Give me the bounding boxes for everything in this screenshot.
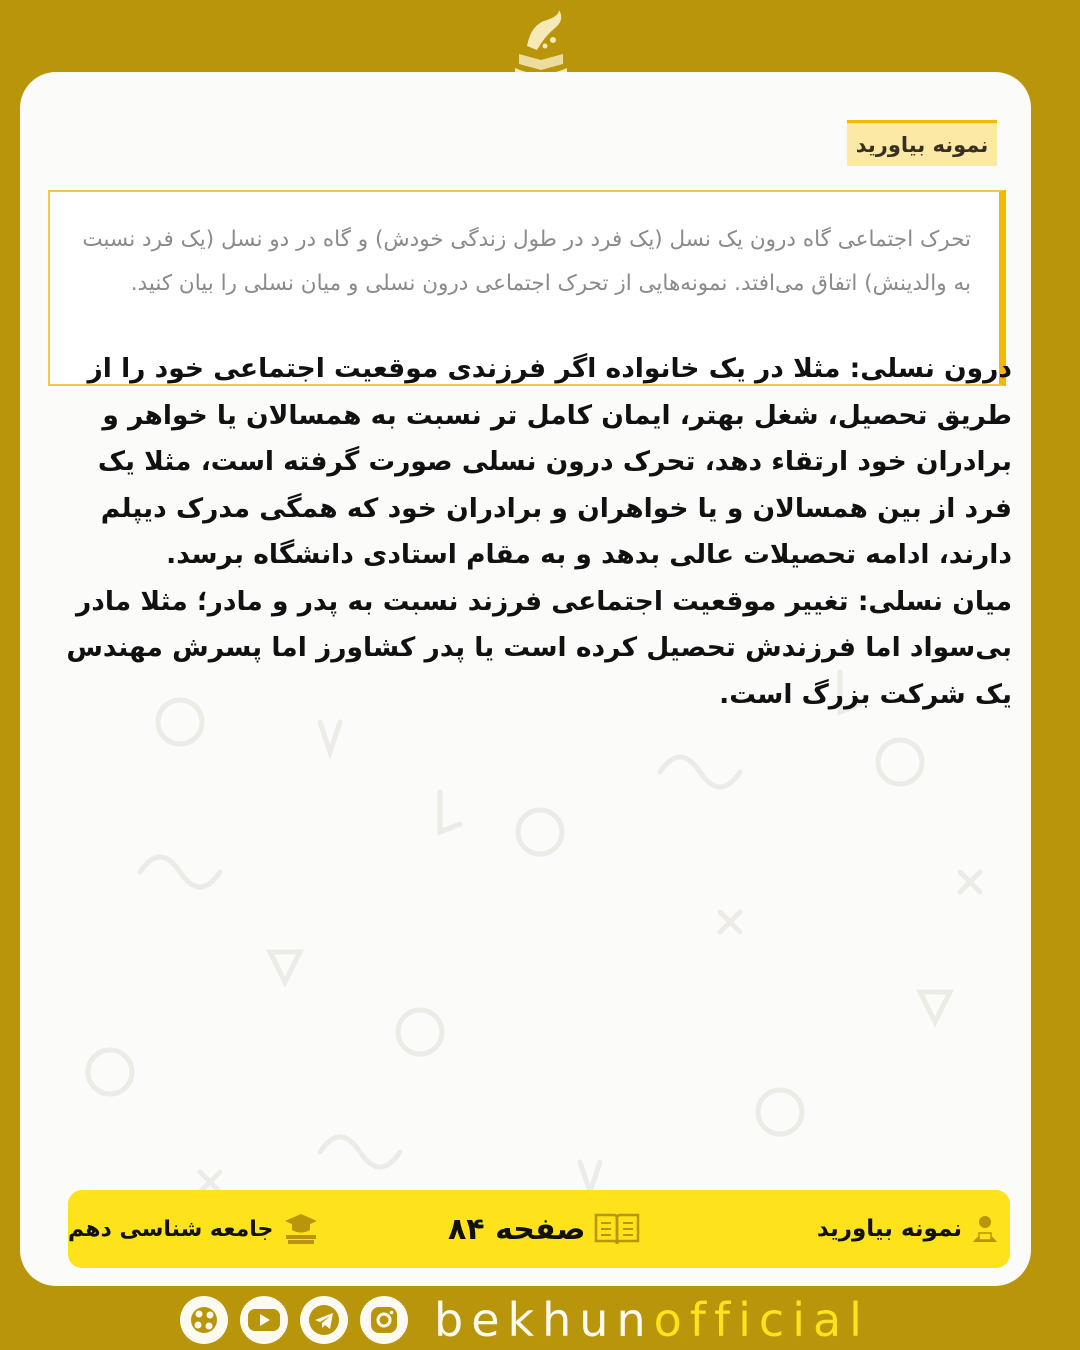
footer-subject-label: جامعه شناسی دهم [68,1216,274,1242]
youtube-icon[interactable] [240,1296,288,1344]
handle-part-b: official [653,1293,870,1347]
footer-section-label: نمونه بیاورید [816,1216,962,1242]
telegram-icon[interactable] [300,1296,348,1344]
open-book-icon [593,1211,641,1247]
graduation-books-icon [281,1211,321,1247]
footer-page [448,1190,641,1268]
content-card [20,72,1031,1286]
footer-subject [68,1190,321,1268]
footer-bar [68,1190,1010,1268]
footer-page-label: صفحه ۸۴ [448,1211,586,1247]
social-handle [434,1293,870,1347]
aparat-icon[interactable] [180,1296,228,1344]
teacher-icon [970,1214,1000,1244]
answer-intergenerational: میان نسلی: تغییر موقعیت اجتماعی فرزند نسبت به پدر و مادر؛ مثلا مادر بی‌سواد اما فرزندش تحصیل کرده است یا پدر کشاورز اما پسرش مهندس یک شرکت بزرگ است. [66,585,1012,710]
excerpt-text: تحرک اجتماعی گاه درون یک نسل (یک فرد در طول زندگی خودش) و گاه در دو نسل (یک فرد نسبت به والدینش) اتفاق می‌افتد. نمونه‌هایی از تحرک اجتماعی درون نسلی و میان نسلی را بیان کنید. [82,227,971,296]
answer-intragenerational: درون نسلی: مثلا در یک خانواده اگر فرزندی موقعیت اجتماعی خود را از طریق تحصیل، شغل بهتر، ایمان کامل تر نسبت به همسالان یا خواهر و برادران خود ارتقاء دهد، تحرک درون نسلی صورت گرفته است، مثلا یک فرد از بین همسالان و یا خواهران و برادران خود که همگی مدرک دیپلم دارند، ادامه تحصیلات عالی بدهد و به مقام استادی دانشگاه برسد. [87,353,1012,570]
answer-text [42,346,1012,718]
handle-part-a: bekhun [434,1293,654,1347]
instagram-icon[interactable] [360,1296,408,1344]
excerpt-tag: نمونه بیاورید [847,120,997,166]
social-bar [180,1290,900,1350]
footer-section [817,1190,1000,1268]
